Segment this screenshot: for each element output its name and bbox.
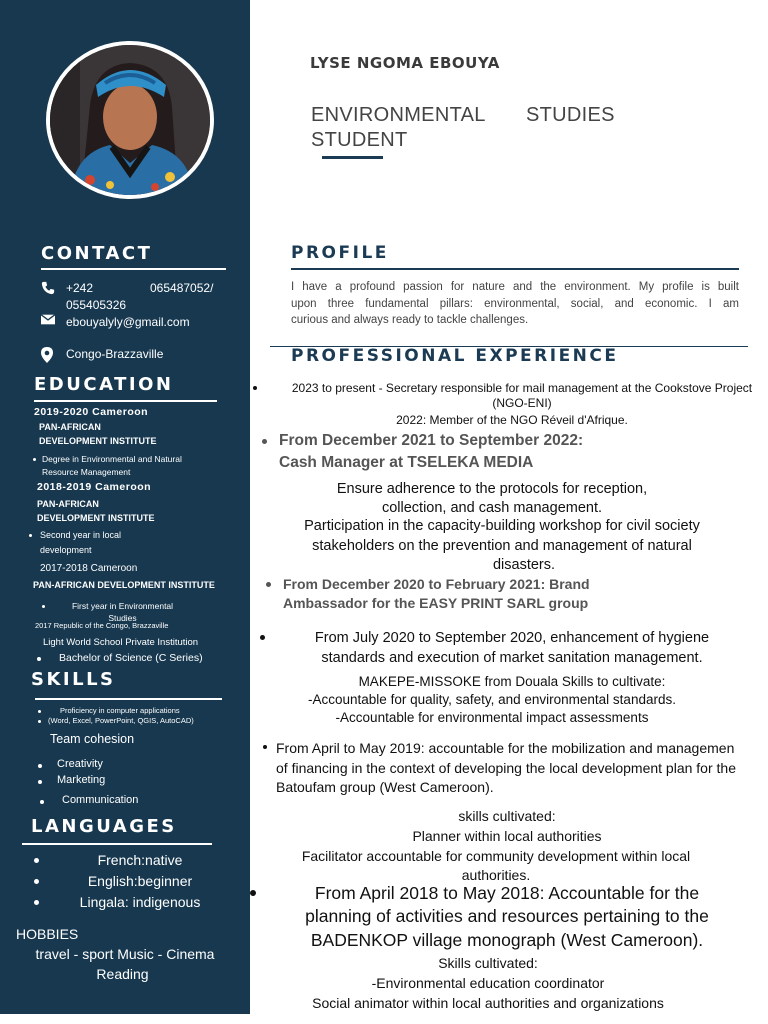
edu-1-school-line2: DEVELOPMENT INSTITUTE [39, 436, 157, 446]
exp-1-line1: 2023 to present - Secretary responsible for mail management at the Cookstove Project [291, 381, 753, 395]
hobbies-heading: HOBBIES [16, 926, 79, 942]
phone-icon [41, 281, 55, 295]
profile-line-2: upon three fundamental pillars: environmental, social, and economic. I am [291, 297, 739, 310]
exp-5-line2: of financing in the context of developing the local development plan for the [276, 760, 736, 776]
languages-heading: LANGUAGES [31, 816, 177, 837]
phone-number-2: 055405326 [66, 298, 127, 312]
exp-4-line2: standards and execution of market sanitation management. [321, 650, 703, 666]
exp-5-detail-4: authorities. [461, 867, 531, 883]
skill-3: Creativity [57, 758, 103, 770]
bullet [33, 458, 36, 461]
exp-6-detail-1: Skills cultivated: [438, 955, 538, 971]
location-pin-icon [41, 347, 53, 363]
education-rule [34, 400, 217, 402]
exp-6-detail-3: Social animator within local authorities and organizations [312, 995, 664, 1011]
contact-rule [41, 268, 226, 270]
exp-1-line2: (NGO-ENI) [492, 396, 552, 410]
exp-2-title-line1: From December 2021 to September 2022: [279, 432, 584, 449]
edu-1-degree-line2: Resource Management [42, 467, 131, 477]
skills-heading: SKILLS [31, 669, 116, 690]
language-2: English:beginner [87, 873, 193, 889]
languages-rule [22, 843, 212, 845]
exp-3-title-line2: Ambassador for the EASY PRINT SARL group [283, 595, 589, 611]
bullet [266, 582, 271, 587]
skill-1-line1: Proficiency in computer applications [60, 706, 180, 715]
exp-4-detail-2: -Accountable for quality, safety, and environmental standards. [308, 692, 676, 707]
exp-6-line2: planning of activities and resources pertaining to the [305, 906, 709, 926]
skill-5: Communication [62, 794, 139, 806]
exp-4-detail-1: MAKEPE-MISSOKE from Douala Skills to cultivate: [358, 674, 666, 689]
exp-6-detail-2: -Environmental education coordinator [371, 975, 605, 991]
exp-2-detail-5: disasters. [492, 557, 556, 573]
phone-prefix: +242 [66, 281, 94, 295]
exp-2-detail-3: Participation in the capacity-building workshop for civil society [304, 518, 700, 534]
bullet [253, 386, 257, 390]
edu-3-year: 2017-2018 Cameroon [40, 563, 138, 574]
exp-6-line3: BADENKOP village monograph (West Cameroon). [310, 930, 704, 950]
job-title-word-2: STUDIES [526, 104, 615, 126]
bullet [34, 900, 39, 905]
edu-3-detail-line1: First year in Environmental [71, 601, 174, 611]
bullet [38, 720, 41, 723]
edu-2-year: 2018-2019 Cameroon [37, 481, 152, 493]
skill-2: Team cohesion [50, 732, 135, 746]
bullet [38, 710, 41, 713]
hobbies-line1: travel - sport Music - Cinema [35, 946, 215, 962]
exp-1-line3: 2022: Member of the NGO Réveil d'Afrique. [396, 413, 628, 427]
exp-6-line1: From April 2018 to May 2018: Accountable for the [314, 883, 700, 903]
bullet [263, 745, 267, 749]
job-title-word-1: ENVIRONMENTAL [311, 104, 486, 126]
bullet [40, 800, 44, 804]
bullet [29, 534, 32, 537]
exp-2-detail-2: collection, and cash management. [381, 500, 603, 516]
profile-line-3: curious and always ready to tackle challenges. [291, 314, 529, 326]
edu-1-year: 2019-2020 Cameroon [34, 406, 149, 418]
edu-2-detail-line2: development [40, 545, 92, 555]
education-heading: EDUCATION [34, 374, 174, 395]
phone-number-1: 065487052/ [150, 281, 214, 295]
edu-2-school-line1: PAN-AFRICAN [37, 499, 99, 509]
edu-1-school-line1: PAN-AFRICAN [39, 422, 101, 432]
edu-2-detail-line1: Second year in local [40, 530, 122, 540]
exp-5-line3: Batoufam group (West Cameroon). [276, 779, 494, 795]
profile-rule [291, 268, 739, 270]
job-title-word-3: STUDENT [311, 129, 408, 151]
location: Congo-Brazzaville [66, 347, 164, 361]
profile-photo [46, 41, 214, 199]
person-name: LYSE NGOMA EBOUYA [310, 54, 500, 72]
email-address: ebouyalyly@gmail.com [66, 315, 190, 329]
edu-4-school: Light World School Private Institution [43, 637, 199, 648]
exp-4-detail-3: -Accountable for environmental impact assessments [335, 710, 649, 725]
edu-2-school-line2: DEVELOPMENT INSTITUTE [37, 513, 155, 523]
edu-3-detail-line2: Studies [108, 613, 137, 623]
bullet [37, 657, 41, 661]
exp-3-title-line1: From December 2020 to February 2021: Brand [283, 576, 590, 592]
exp-5-detail-1: skills cultivated: [458, 808, 556, 824]
bullet [38, 780, 42, 784]
profile-line-1: I have a profound passion for nature and the environment. My profile is built [291, 281, 739, 293]
exp-2-detail-1: Ensure adherence to the protocols for reception, [336, 481, 648, 497]
exp-2-detail-4: stakeholders on the prevention and management of natural [312, 538, 692, 554]
skill-4: Marketing [57, 774, 106, 786]
exp-5-line1: From April to May 2019: accountable for the mobilization and managemen [276, 740, 735, 756]
bullet [250, 890, 256, 896]
bullet [38, 764, 42, 768]
edu-3-school: PAN-AFRICAN DEVELOPMENT INSTITUTE [33, 580, 215, 590]
exp-5-detail-2: Planner within local authorities [412, 828, 602, 844]
contact-heading: CONTACT [41, 243, 153, 264]
experience-heading: PROFESSIONAL EXPERIENCE [291, 346, 619, 366]
edu-4-detail: Bachelor of Science (C Series) [59, 652, 203, 664]
bullet [34, 879, 39, 884]
exp-2-title-line2: Cash Manager at TSELEKA MEDIA [279, 454, 534, 471]
language-3: Lingala: indigenous [79, 894, 201, 910]
edu-1-degree-line1: Degree in Environmental and Natural [42, 454, 182, 464]
skills-rule [35, 698, 222, 700]
bullet [42, 605, 45, 608]
profile-text [291, 279, 739, 329]
email-icon [41, 314, 55, 325]
skill-1-line2: (Word, Excel, PowerPoint, QGIS, AutoCAD) [48, 716, 194, 725]
bullet [262, 439, 267, 444]
title-underline [322, 156, 383, 159]
hobbies-line2: Reading [96, 966, 149, 982]
bullet [34, 858, 39, 863]
language-1: French:native [97, 852, 183, 868]
exp-4-line1: From July 2020 to September 2020, enhancement of hygiene [314, 630, 710, 646]
edu-4-year: 2017 Republic of the Congo, Brazzaville [35, 621, 169, 630]
profile-heading: PROFILE [291, 243, 389, 263]
exp-5-detail-3: Facilitator accountable for community development within local [301, 848, 691, 864]
